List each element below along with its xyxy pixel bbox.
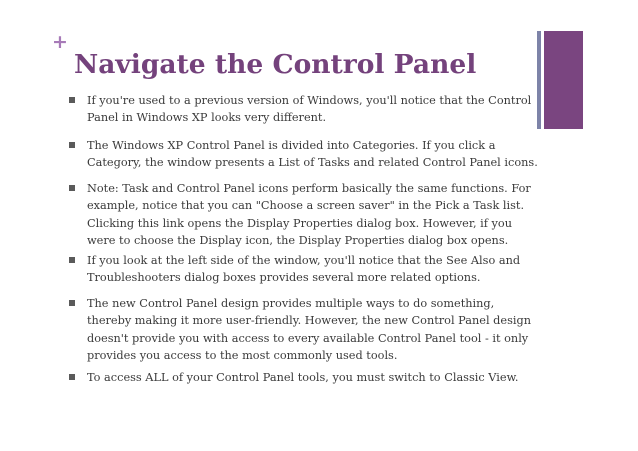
bullet-text: To access ALL of your Control Panel tools, you must switch to Classic View. <box>87 371 519 384</box>
bullet-text: The new Control Panel design provides multiple ways to do something, thereby making it more user-friendly. However, the new Control Panel design doesn't provide you with access to every available Control Panel tool - it only provides you access to the most commonly used tools. <box>87 297 531 363</box>
square-bullet-icon <box>69 257 75 263</box>
bullet-item <box>69 369 539 386</box>
bullet-item <box>69 252 539 287</box>
bullet-text: If you look at the left side of the window, you'll notice that the See Also and Troubleshooters dialog boxes provides several more related options. <box>87 254 521 285</box>
bullet-text: Note: Task and Control Panel icons perform basically the same functions. For example, notice that you can "Choose a screen saver" in the Pick a Task list. Clicking this link opens the Display Properties dialog box. However, if you were to choose the Display icon, the Display Properties dialog box opens. <box>87 182 531 248</box>
bullet-text: The Windows XP Control Panel is divided into Categories. If you click a Category, the window presents a List of Tasks and related Control Panel icons. <box>87 139 538 170</box>
bullet-item <box>69 137 539 172</box>
bullet-item <box>69 295 539 365</box>
square-bullet-icon <box>69 97 75 103</box>
square-bullet-icon <box>69 300 75 306</box>
square-bullet-icon <box>69 142 75 148</box>
bullet-text: If you're used to a previous version of Windows, you'll notice that the Control Panel in Windows XP looks very different. <box>87 94 532 125</box>
plus-accent-icon: + <box>52 31 68 53</box>
square-bullet-icon <box>69 374 75 380</box>
square-bullet-icon <box>69 185 75 191</box>
accent-bar-thick <box>544 31 583 129</box>
bullet-item <box>69 92 539 127</box>
slide-title: Navigate the Control Panel <box>74 49 477 80</box>
bullet-item <box>69 180 539 250</box>
